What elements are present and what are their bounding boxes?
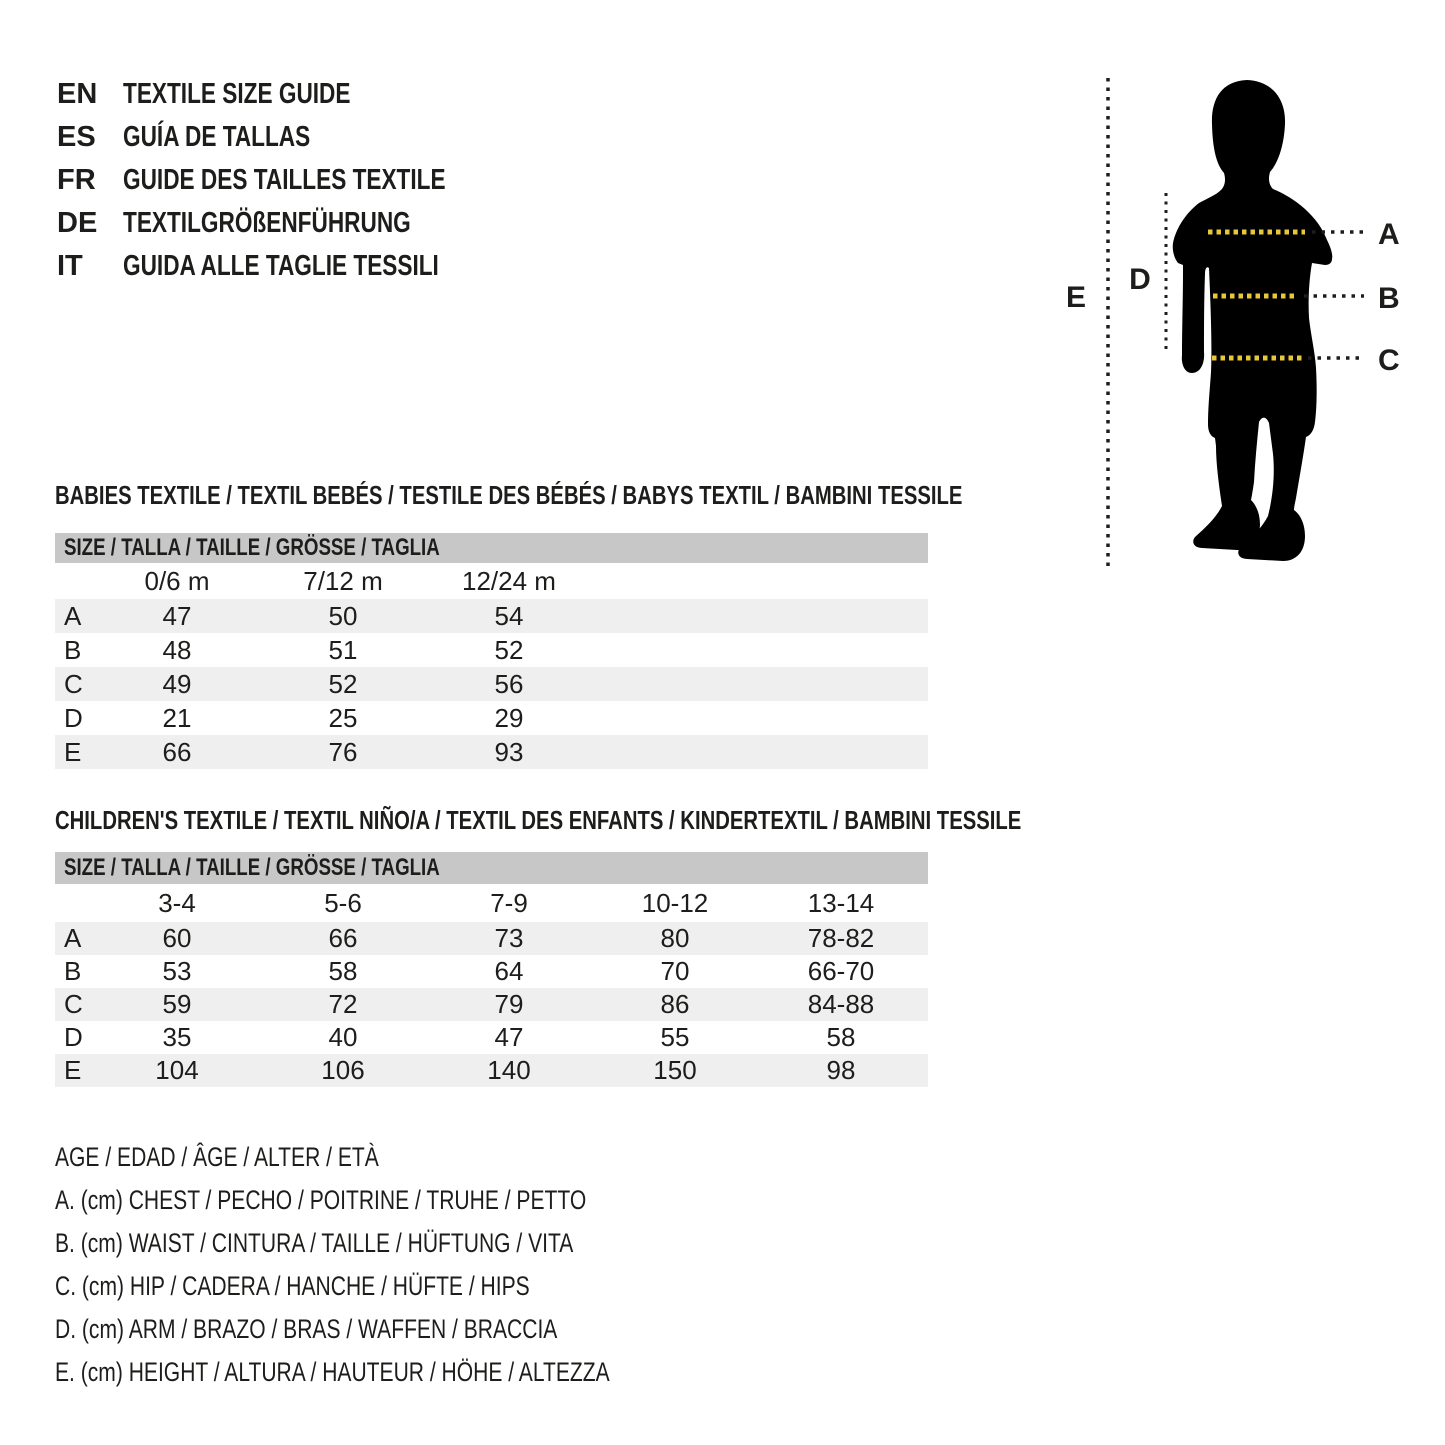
figure-label-b: B: [1378, 282, 1400, 315]
lang-code-es: ES: [57, 121, 96, 153]
babies-table-row-e: [55, 735, 928, 769]
cell-value: 56: [494, 668, 524, 699]
row-label: A: [64, 600, 82, 631]
figure-label-e: E: [1065, 281, 1087, 314]
lang-title-es: GUÍA DE TALLAS: [123, 121, 311, 153]
children-table-row-a: [55, 922, 928, 955]
cell-value: 98: [826, 1055, 856, 1085]
row-label: C: [64, 989, 83, 1019]
cell-value: 52: [494, 634, 524, 665]
row-label: E: [64, 1055, 82, 1085]
lang-title-fr: GUIDE DES TAILLES TEXTILE: [123, 164, 446, 196]
cell-value: 76: [328, 736, 358, 767]
row-label: A: [64, 923, 82, 953]
cell-value: 73: [494, 923, 524, 953]
cell-value: 35: [162, 1022, 192, 1052]
children-col-header-10-12: 10-12: [641, 887, 709, 918]
cell-value: 52: [328, 668, 358, 699]
babies-size-table: [55, 533, 928, 769]
cell-value: 48: [162, 634, 192, 665]
cell-value: 55: [660, 1022, 690, 1052]
row-label: D: [64, 702, 83, 733]
legend-text-chest: A. (cm) CHEST / PECHO / POITRINE / TRUHE / PETTO: [55, 1185, 587, 1215]
cell-value: 50: [328, 600, 358, 631]
legend-line-age: [55, 1136, 766, 1179]
lang-title-en: TEXTILE SIZE GUIDE: [123, 78, 351, 110]
lang-code-en: EN: [57, 78, 98, 110]
cell-value: 54: [494, 600, 524, 631]
figure-label-c: C: [1378, 344, 1400, 377]
babies-section-title-text: BABIES TEXTILE / TEXTIL BEBÉS / TESTILE DES BÉBÉS / BABYS TEXTIL / BAMBINI TESSILE: [55, 480, 963, 510]
legend-line-height: [55, 1351, 766, 1394]
legend-line-hip: [55, 1265, 766, 1308]
legend-text-waist: B. (cm) WAIST / CINTURA / TAILLE / HÜFTUNG / VITA: [55, 1228, 574, 1258]
children-col-header-13-14: 13-14: [807, 887, 875, 918]
cell-value: 150: [653, 1055, 697, 1085]
babies-table-row-b: [55, 633, 928, 667]
measurement-figure: [1040, 60, 1445, 600]
children-section-title: [55, 806, 1294, 834]
children-column-header-row: [55, 884, 928, 922]
lang-row-en: [57, 73, 537, 116]
cell-value: 80: [660, 923, 690, 953]
cell-value: 140: [487, 1055, 531, 1085]
row-label: E: [64, 736, 82, 767]
cell-value: 29: [494, 702, 524, 733]
lang-row-de: [57, 202, 537, 245]
cell-value: 106: [321, 1055, 365, 1085]
cell-value: 47: [162, 600, 192, 631]
cell-value: 40: [328, 1022, 358, 1052]
legend-text-hip: C. (cm) HIP / CADERA / HANCHE / HÜFTE / HIPS: [55, 1271, 530, 1301]
babies-section-title: [55, 481, 1218, 509]
cell-value: 58: [328, 956, 358, 986]
cell-value: 84-88: [807, 989, 875, 1019]
babies-column-header-row: [55, 563, 928, 599]
babies-table-row-c: [55, 667, 928, 701]
cell-value: 58: [826, 1022, 856, 1052]
cell-value: 72: [328, 989, 358, 1019]
cell-value: 51: [328, 634, 358, 665]
legend-line-waist: [55, 1222, 766, 1265]
cell-value: 93: [494, 736, 524, 767]
cell-value: 79: [494, 989, 524, 1019]
children-col-header-3-4: 3-4: [158, 887, 196, 918]
cell-value: 86: [660, 989, 690, 1019]
cell-value: 64: [494, 956, 524, 986]
cell-value: 25: [328, 702, 358, 733]
measurement-legend: [55, 1136, 766, 1394]
children-col-header-5-6: 5-6: [324, 887, 362, 918]
children-table-row-b: [55, 955, 928, 988]
children-table-row-d: [55, 1021, 928, 1054]
babies-col-header-12-24m: 12/24 m: [462, 565, 556, 596]
children-table-row-c: [55, 988, 928, 1021]
lang-code-fr: FR: [57, 164, 96, 196]
cell-value: 66: [162, 736, 192, 767]
cell-value: 21: [162, 702, 192, 733]
lang-code-it: IT: [57, 250, 83, 282]
cell-value: 53: [162, 956, 192, 986]
language-title-block: [57, 73, 537, 288]
lang-row-fr: [57, 159, 537, 202]
babies-size-header-bar: [55, 533, 928, 563]
cell-value: 59: [162, 989, 192, 1019]
cell-value: 104: [155, 1055, 199, 1085]
babies-col-header-7-12m: 7/12 m: [303, 565, 383, 596]
row-label: D: [64, 1022, 83, 1052]
row-label: C: [64, 668, 83, 699]
legend-text-height: E. (cm) HEIGHT / ALTURA / HAUTEUR / HÖHE / ALTEZZA: [55, 1357, 610, 1387]
cell-value: 47: [494, 1022, 524, 1052]
lang-code-de: DE: [57, 207, 98, 239]
legend-text-arm: D. (cm) ARM / BRAZO / BRAS / WAFFEN / BRACCIA: [55, 1314, 558, 1344]
cell-value: 70: [660, 956, 690, 986]
legend-line-arm: [55, 1308, 766, 1351]
cell-value: 60: [162, 923, 192, 953]
children-size-table: [55, 852, 928, 1087]
babies-table-row-d: [55, 701, 928, 735]
babies-col-header-0-6m: 0/6 m: [144, 565, 210, 596]
lang-row-es: [57, 116, 537, 159]
children-table-row-e: [55, 1054, 928, 1087]
cell-value: 66: [328, 923, 358, 953]
legend-text-age: AGE / EDAD / ÂGE / ALTER / ETÀ: [55, 1142, 379, 1172]
figure-label-d: D: [1129, 263, 1151, 296]
row-label: B: [64, 956, 82, 986]
babies-size-header-label: SIZE / TALLA / TAILLE / GRÖSSE / TAGLIA: [64, 534, 440, 561]
children-section-title-text: CHILDREN'S TEXTILE / TEXTIL NIÑO/A / TEXTIL DES ENFANTS / KINDERTEXTIL / BAMBINI TESSILE: [55, 805, 1022, 835]
lang-row-it: [57, 245, 537, 288]
cell-value: 49: [162, 668, 192, 699]
lang-title-it: GUIDA ALLE TAGLIE TESSILI: [123, 250, 439, 282]
children-col-header-7-9: 7-9: [490, 887, 528, 918]
cell-value: 78-82: [807, 923, 875, 953]
cell-value: 66-70: [807, 956, 875, 986]
figure-label-a: A: [1378, 218, 1400, 251]
legend-line-chest: [55, 1179, 766, 1222]
children-size-header-label: SIZE / TALLA / TAILLE / GRÖSSE / TAGLIA: [64, 854, 440, 881]
lang-title-de: TEXTILGRÖßENFÜHRUNG: [123, 207, 411, 239]
row-label: B: [64, 634, 82, 665]
children-size-header-bar: [55, 852, 928, 884]
babies-table-row-a: [55, 599, 928, 633]
